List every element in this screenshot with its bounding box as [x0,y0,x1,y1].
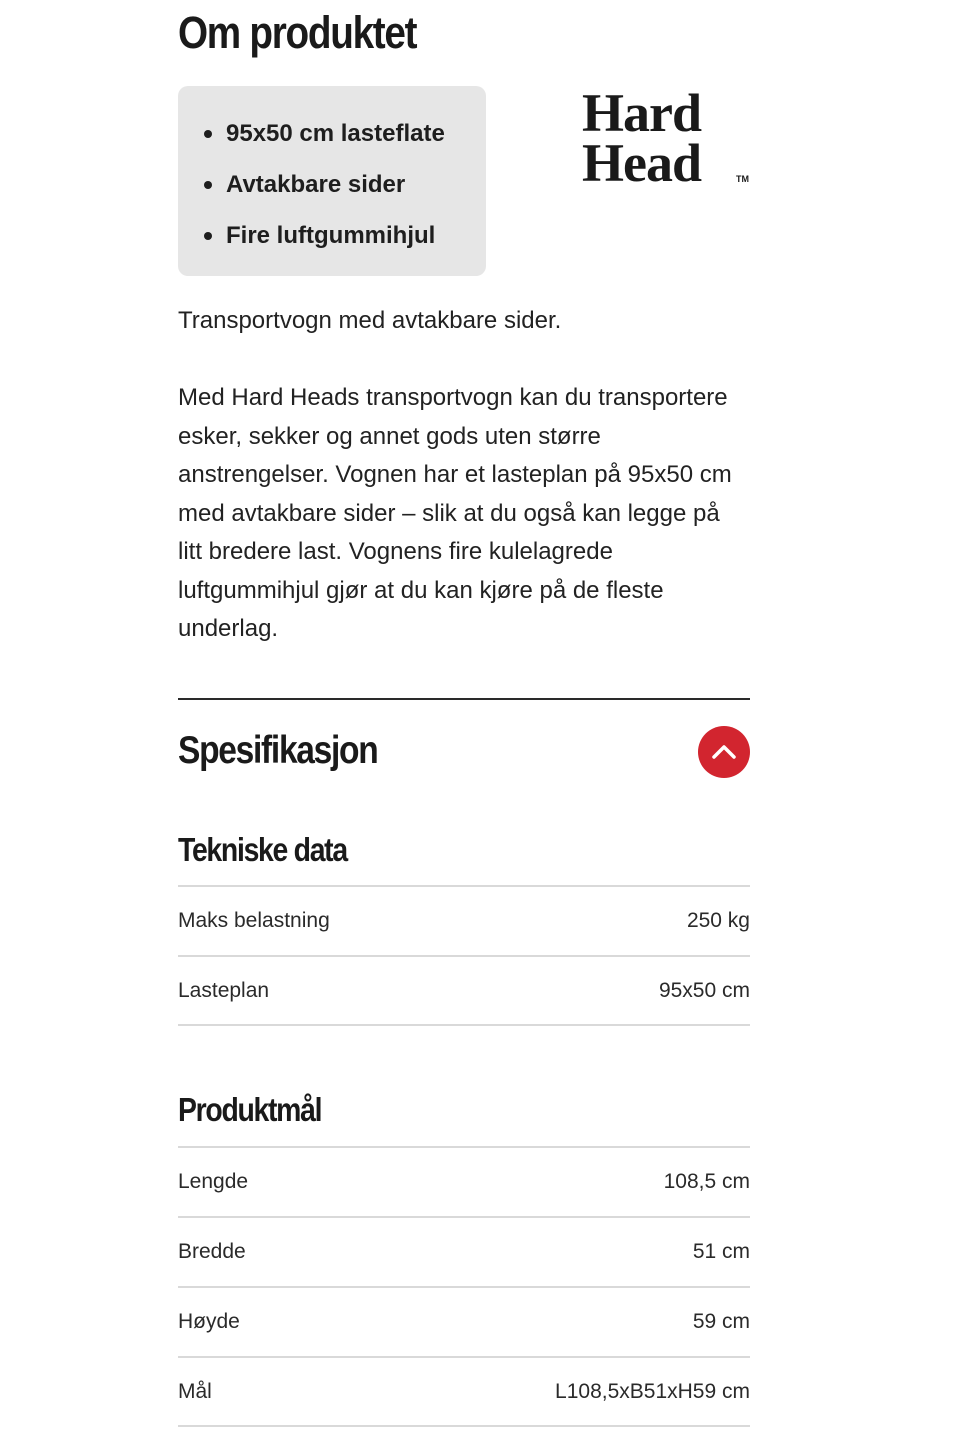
table-divider [178,1024,750,1026]
highlight-item: Fire luftgummihjul [226,210,486,261]
spec-label: Maks belastning [178,909,330,932]
section-divider [178,698,750,700]
spec-row [178,1358,750,1426]
spec-row [178,887,750,955]
spec-value: L108,5xB51xH59 cm [555,1380,750,1403]
spec-label: Lengde [178,1170,249,1193]
table-divider [178,1425,750,1427]
about-product-heading: Om produktet [178,7,417,58]
technical-data-heading: Tekniske data [178,831,347,868]
spec-label: Bredde [178,1240,246,1263]
product-description: Med Hard Heads transportvogn kan du transportere esker, sekker og annet gods uten større anstrengelser. Vognen har et lasteplan på 95x50 cm med avtakbare sider – slik at du også kan legge på litt bredere last. Vognens fire kulelagrede luftgummihjul gjør at du kan kjøre på de fleste underlag. [178,384,732,642]
logo-line-2: Head [582,133,702,193]
spec-value: 59 cm [692,1310,750,1333]
highlights-list [226,108,486,261]
highlight-item: Avtakbare sider [226,159,486,210]
specification-heading: Spesifikasjon [178,729,378,772]
spec-row [178,1148,750,1216]
spec-value: 108,5 cm [663,1170,750,1193]
spec-label: Mål [178,1380,212,1403]
spec-label: Høyde [178,1310,240,1333]
chevron-up-icon [709,737,739,767]
product-dimensions-heading: Produktmål [178,1091,322,1128]
highlight-item: 95x50 cm lasteflate [226,108,486,159]
logo-trademark: TM [736,174,749,184]
spec-label: Lasteplan [178,979,270,1002]
spec-row [178,1218,750,1286]
logo-line-1: Hard [582,83,702,143]
spec-value: 51 cm [692,1240,750,1263]
spec-row [178,957,750,1025]
product-intro: Transportvogn med avtakbare sider. [178,307,562,334]
collapse-specification-button[interactable] [698,726,750,778]
spec-value: 250 kg [686,909,750,932]
highlights-box [178,86,486,276]
spec-row [178,1288,750,1356]
hard-head-logo [582,83,752,193]
spec-value: 95x50 cm [658,979,750,1002]
